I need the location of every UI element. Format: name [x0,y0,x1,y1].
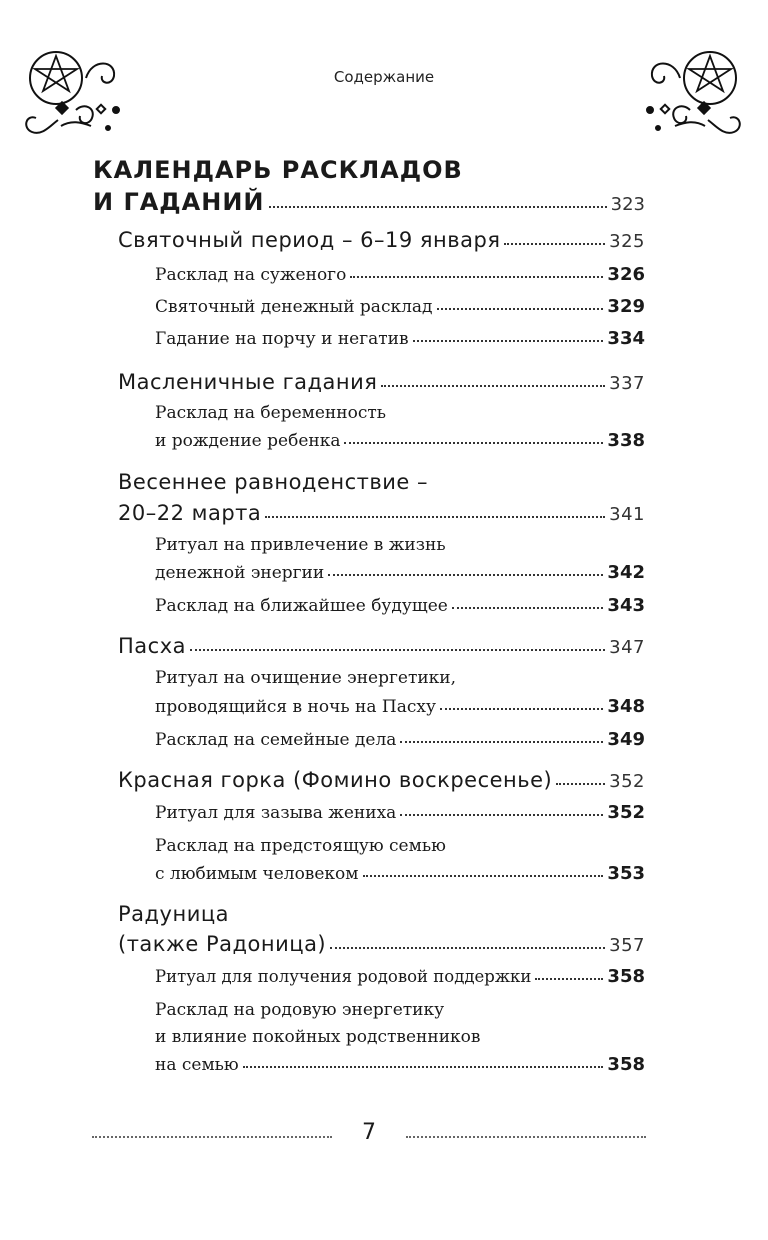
footer-rule-right [406,1132,646,1138]
leader-dots [400,810,603,816]
chapter-title-line2: И ГАДАНИЙ [93,188,265,216]
item-title-line2: проводящийся в ночь на Пасху [155,697,436,717]
leader-dots [190,645,605,651]
item-title: Расклад на суженого [155,265,347,285]
item-title: Гадание на порчу и негатив [155,329,409,349]
footer-rule-left [92,1132,332,1138]
section-page: 352 [609,771,645,792]
toc-section[interactable] [118,932,645,956]
item-page: 348 [607,696,645,717]
item-page: 343 [607,595,645,616]
item-page: 358 [607,966,645,987]
item-page: 352 [607,802,645,823]
item-page: 338 [607,430,645,451]
section-page: 325 [609,231,645,252]
item-title-line1: Ритуал на привлечение в жизнь [155,535,446,555]
toc-item[interactable] [155,1054,645,1075]
leader-dots [400,737,603,743]
section-title-line1: Весеннее равноденствие – [118,470,428,494]
section-title-line2: 20–22 марта [118,501,262,525]
pentacle-ornament-left [16,48,146,148]
section-title: Пасха [118,634,187,658]
leader-dots [350,272,603,278]
toc-item[interactable] [155,696,645,717]
toc-item[interactable] [155,729,645,750]
item-title: Ритуал для получения родовой поддержки [155,967,532,986]
item-title-line3: на семью [155,1055,239,1075]
item-page: 329 [607,296,645,317]
leader-dots [269,202,607,208]
item-page: 358 [607,1054,645,1075]
leader-dots [363,871,604,877]
toc-item[interactable] [155,328,645,349]
toc-section[interactable] [118,634,645,658]
running-head: Содержание [333,68,435,86]
leader-dots [344,438,603,444]
toc-section[interactable] [118,228,645,252]
toc-item[interactable] [155,595,645,616]
section-title-line1: Радуница [118,902,230,926]
item-title-line1: Ритуал на очищение энергетики, [155,668,457,688]
toc-item[interactable] [155,296,645,317]
section-page: 357 [609,935,645,956]
toc-item[interactable] [155,966,645,987]
chapter-page: 323 [610,194,645,215]
section-page: 341 [609,504,645,525]
item-title-line1: Расклад на беременность [155,403,386,423]
item-page: 353 [607,863,645,884]
item-title: Святочный денежный расклад [155,297,433,317]
page-number: 7 [362,1120,376,1145]
item-title: Расклад на ближайшее будущее [155,596,448,616]
toc-section[interactable] [118,501,645,525]
leader-dots [504,239,605,245]
item-title-line2: и рождение ребенка [155,431,341,451]
section-title: Масленичные гадания [118,370,378,394]
leader-dots [381,381,605,387]
leader-dots [556,779,605,785]
item-title: Расклад на семейные дела [155,730,397,750]
item-title-line1: Расклад на предстоящую семью [155,836,446,856]
section-title-line2: (также Радоница) [118,932,327,956]
toc-item[interactable] [155,802,645,823]
section-title: Красная горка (Фомино воскресенье) [118,768,553,792]
chapter-entry[interactable] [93,188,645,216]
section-page: 337 [609,373,645,394]
item-page: 326 [607,264,645,285]
item-page: 334 [607,328,645,349]
item-title-line2: денежной энергии [155,563,325,583]
toc-item[interactable] [155,264,645,285]
item-title-line2: с любимым человеком [155,864,359,884]
item-page: 349 [607,729,645,750]
section-title: Святочный период – 6–19 января [118,228,501,252]
leader-dots [452,603,604,609]
leader-dots [535,974,603,980]
item-title: Ритуал для зазыва жениха [155,803,397,823]
leader-dots [437,304,604,310]
item-title-line2: и влияние покойных родственников [155,1027,481,1047]
leader-dots [413,336,604,342]
leader-dots [328,570,603,576]
section-page: 347 [609,637,645,658]
toc-item[interactable] [155,430,645,451]
item-title-line1: Расклад на родовую энергетику [155,1000,445,1020]
leader-dots [265,512,605,518]
toc-section[interactable] [118,768,645,792]
chapter-title-line1: КАЛЕНДАРЬ РАСКЛАДОВ [93,156,463,184]
toc-section[interactable] [118,370,645,394]
leader-dots [243,1062,604,1068]
leader-dots [440,704,603,710]
item-page: 342 [607,562,645,583]
toc-item[interactable] [155,562,645,583]
pentacle-ornament-right [620,48,750,148]
toc-item[interactable] [155,863,645,884]
leader-dots [330,943,605,949]
